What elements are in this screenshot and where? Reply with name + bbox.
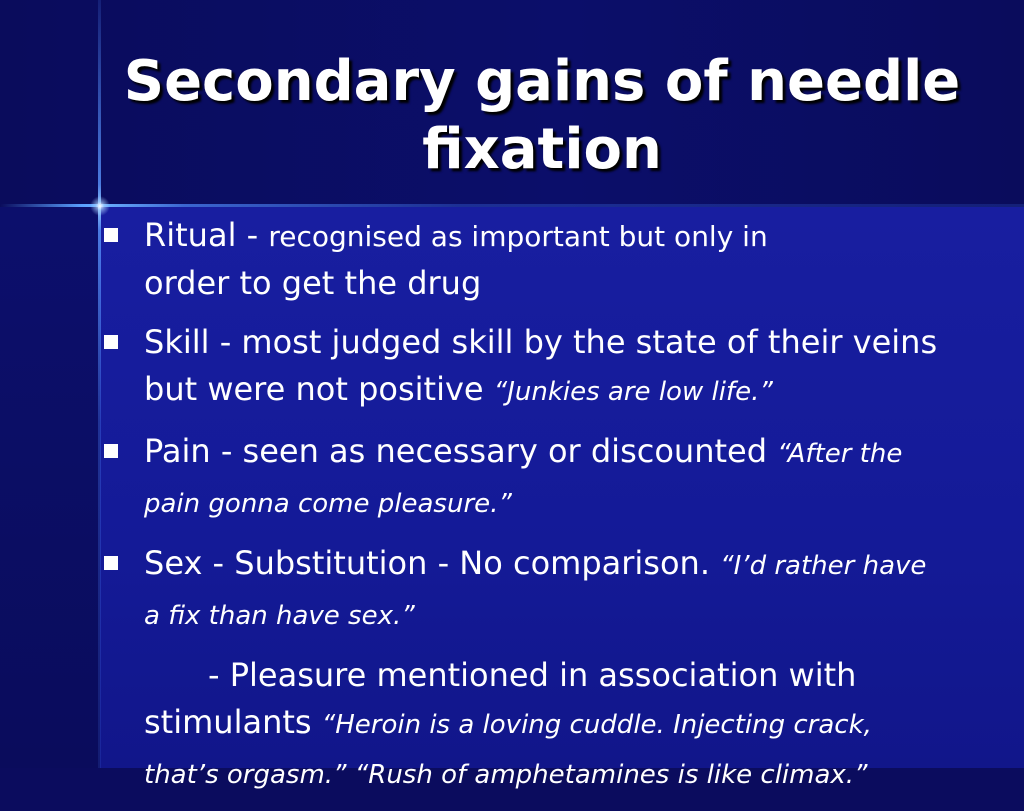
- continuation-paragraph: [104, 652, 1020, 799]
- continuation-line: [144, 652, 1020, 699]
- bullet-line: [144, 260, 1020, 307]
- bullet-text: Sex - Substitution - No comparison.: [144, 544, 721, 582]
- left-margin-band: [0, 207, 100, 768]
- bullet-line: [144, 590, 1020, 640]
- title-line-1: Secondary gains of needle: [123, 49, 961, 114]
- bullet-quote: a fix than have sex.”: [144, 601, 415, 631]
- bullet-text: but were not positive: [144, 370, 494, 408]
- title-line-2: fixation: [422, 117, 662, 182]
- bullet-text: Pain - seen as necessary or discounted: [144, 432, 778, 470]
- continuation-text: stimulants: [144, 703, 322, 741]
- horizontal-accent-line: [0, 204, 1024, 207]
- bullet-quote: “After the: [777, 439, 903, 469]
- bullet-lead: Ritual -: [144, 216, 269, 254]
- square-bullet-icon: [104, 228, 118, 242]
- bullet-text: Skill - most judged skill by the state of their veins: [144, 323, 938, 361]
- bullet-ritual: [104, 212, 1020, 307]
- bullet-quote: “I’d rather have: [720, 551, 927, 581]
- bullet-list: [104, 212, 1020, 811]
- bullet-skill: [104, 319, 1020, 416]
- bullet-line: [144, 319, 1020, 366]
- bullet-sex: [104, 540, 1020, 640]
- bullet-text: recognised as important but only in: [268, 220, 768, 253]
- bullet-pain: [104, 428, 1020, 528]
- bullet-line: [144, 478, 1020, 528]
- bullet-quote: pain gonna come pleasure.”: [144, 489, 512, 519]
- bullet-line: [144, 540, 1020, 590]
- bullet-line: [144, 366, 1020, 416]
- continuation-text: - Pleasure mentioned in association with: [208, 656, 857, 694]
- continuation-line: [144, 699, 1020, 749]
- continuation-line: [144, 749, 1020, 799]
- bullet-text: order to get the drug: [144, 264, 482, 302]
- slide-title: [100, 48, 984, 184]
- square-bullet-icon: [104, 556, 118, 570]
- square-bullet-icon: [104, 335, 118, 349]
- square-bullet-icon: [104, 444, 118, 458]
- bullet-line: [144, 428, 1020, 478]
- bullet-quote: “Junkies are low life.”: [493, 377, 773, 407]
- continuation-quote: that’s orgasm.” “Rush of amphetamines is like climax.”: [144, 760, 868, 790]
- bullet-line: [144, 212, 1020, 260]
- continuation-quote: “Heroin is a loving cuddle. Injecting crack,: [321, 710, 872, 740]
